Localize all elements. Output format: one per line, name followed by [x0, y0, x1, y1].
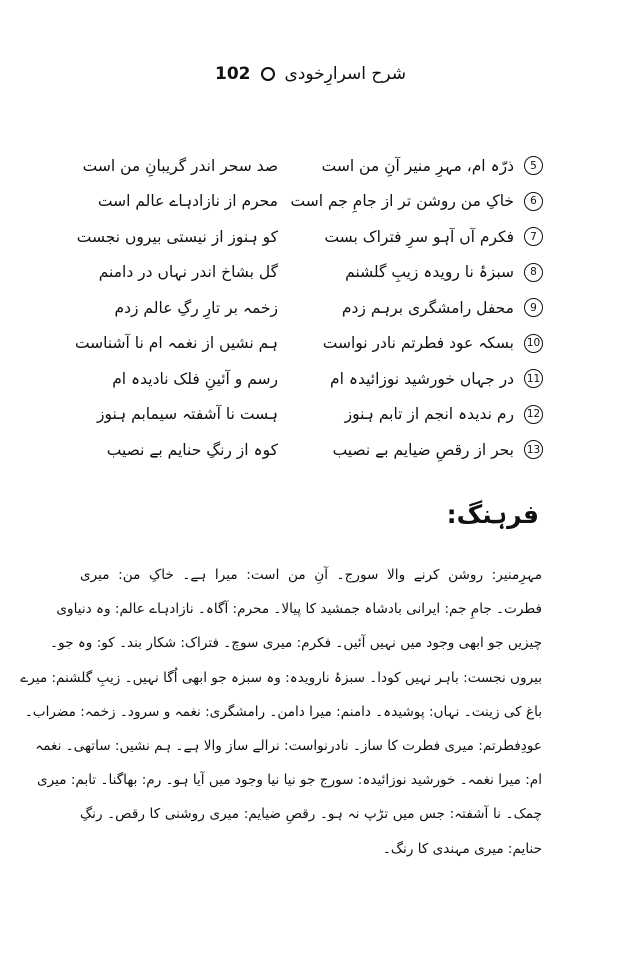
glossary-line: چیزیں جو ابھی وجود میں نہیں آئیں۔ فکرم: میری سوچ۔ فتراک: شکار بند۔ کو: وہ جو۔ — [50, 635, 542, 652]
verse-first-hemistich: فکرم آں آہو سرِ فتراک بست — [324, 227, 514, 246]
verse-number: 6 — [524, 192, 543, 211]
verse-row — [74, 326, 543, 362]
verse-number: 9 — [524, 298, 543, 317]
verse-row — [78, 219, 543, 255]
glossary-line: عودِفطرتم: میری فطرت کا ساز۔ نادرنواست: نرالے ساز والا ہے۔ ہم نشیں: ساتھی۔ نغمہ — [35, 737, 542, 754]
verse-row — [78, 432, 543, 468]
verse-row — [78, 290, 543, 326]
glossary-line: ام: میرا نغمہ۔ خورشید نوزائیدہ: سورج جو نیا نیا وجود میں آیا ہو۔ رم: بھاگنا۔ تابم: میری — [37, 772, 542, 789]
glossary-line: مہرِمنیر: روشن کرنے والا سورج۔ آنِ من است: میرا ہے۔ خاکِ من: میری — [80, 567, 542, 583]
verse-first-hemistich: در جہاں خورشید نوزائیدہ ام — [330, 369, 514, 388]
verse-second-hemistich: کوہ از رنگِ حنایم بے نصیب — [106, 440, 278, 459]
verse-second-hemistich: زخمہ بر تارِ رگِ عالم زدم — [114, 298, 278, 317]
verse-row — [78, 184, 543, 220]
verse-first-hemistich: محفل رامشگری برہم زدم — [341, 298, 514, 317]
verse-first-hemistich: رم ندیدہ انجم از تابم ہنوز — [344, 405, 514, 424]
verse-number: 5 — [524, 156, 543, 175]
verse-number: 13 — [524, 440, 543, 459]
glossary-body — [20, 558, 542, 866]
verse-second-hemistich: صد سحر اندر گریبانِ من است — [82, 156, 278, 175]
verse-second-hemistich: محرم از نازادہاے عالم است — [97, 192, 278, 211]
glossary-line: بیروں نجست: باہر نہیں کودا۔ سبزۂ نارویدہ: وہ سبزہ جو ابھی اُگا نہیں۔ زیبِ گلشنم: میرے — [20, 669, 542, 686]
glossary-heading: فرہنگ: — [446, 500, 539, 529]
verse-row — [78, 361, 543, 397]
glossary-line: باغ کی زینت۔ نہاں: پوشیدہ۔ دامنم: میرا دامن۔ رامشگری: نغمہ و سرود۔ زخمہ: مضراب۔ — [24, 703, 542, 720]
verse-row — [78, 148, 543, 184]
verse-number: 7 — [524, 227, 543, 246]
glossary-line: حنایم: میری مہندی کا رنگ۔ — [382, 840, 542, 857]
verse-first-hemistich: بحر از رقصِ ضیایم بے نصیب — [332, 440, 514, 459]
verse-first-hemistich: خاکِ من روشن تر از جامِ جم است — [290, 192, 514, 211]
verse-second-hemistich: رسم و آئینِ فلک نادیدہ ام — [112, 369, 278, 388]
verse-second-hemistich: ہم نشیں از نغمہ ام نا آشناست — [74, 334, 278, 353]
verse-second-hemistich: ہست نا آشفتہ سیمابم ہنوز — [97, 405, 278, 424]
verse-number: 12 — [524, 405, 543, 424]
verse-second-hemistich: گل بشاخ اندر نہاں در دامنم — [98, 263, 278, 282]
circle-ornament-icon — [261, 67, 275, 81]
glossary-line: چمک۔ نا آشفتہ: جس میں تڑپ نہ ہو۔ رقصِ ضیایم: میری روشنی کا رقص۔ رنگِ — [80, 806, 542, 823]
verse-number: 11 — [524, 369, 543, 388]
verse-row — [78, 397, 543, 433]
verse-second-hemistich: کو ہنوز از نیستی بیروں نجست — [76, 227, 278, 246]
page-number: 102 — [215, 64, 251, 84]
page-header — [0, 58, 621, 90]
verse-list — [74, 148, 543, 468]
verse-first-hemistich: بسکہ عود فطرتم نادر نواست — [322, 334, 514, 353]
glossary-line: فطرت۔ جامِ جم: ایرانی بادشاہ جمشید کا پیالا۔ محرم: آگاہ۔ نازادہاے عالم: وہ دنیاوی — [56, 601, 542, 618]
verse-first-hemistich: ذرّہ ام، مہرِ منیر آنِ من است — [321, 156, 514, 175]
verse-number: 8 — [524, 263, 543, 282]
verse-number: 10 — [524, 334, 543, 353]
verse-first-hemistich: سبزۂ نا رویدہ زیبِ گلشنم — [345, 263, 514, 282]
verse-row — [78, 255, 543, 291]
running-title: شرح اسرارِخودی — [284, 64, 406, 84]
